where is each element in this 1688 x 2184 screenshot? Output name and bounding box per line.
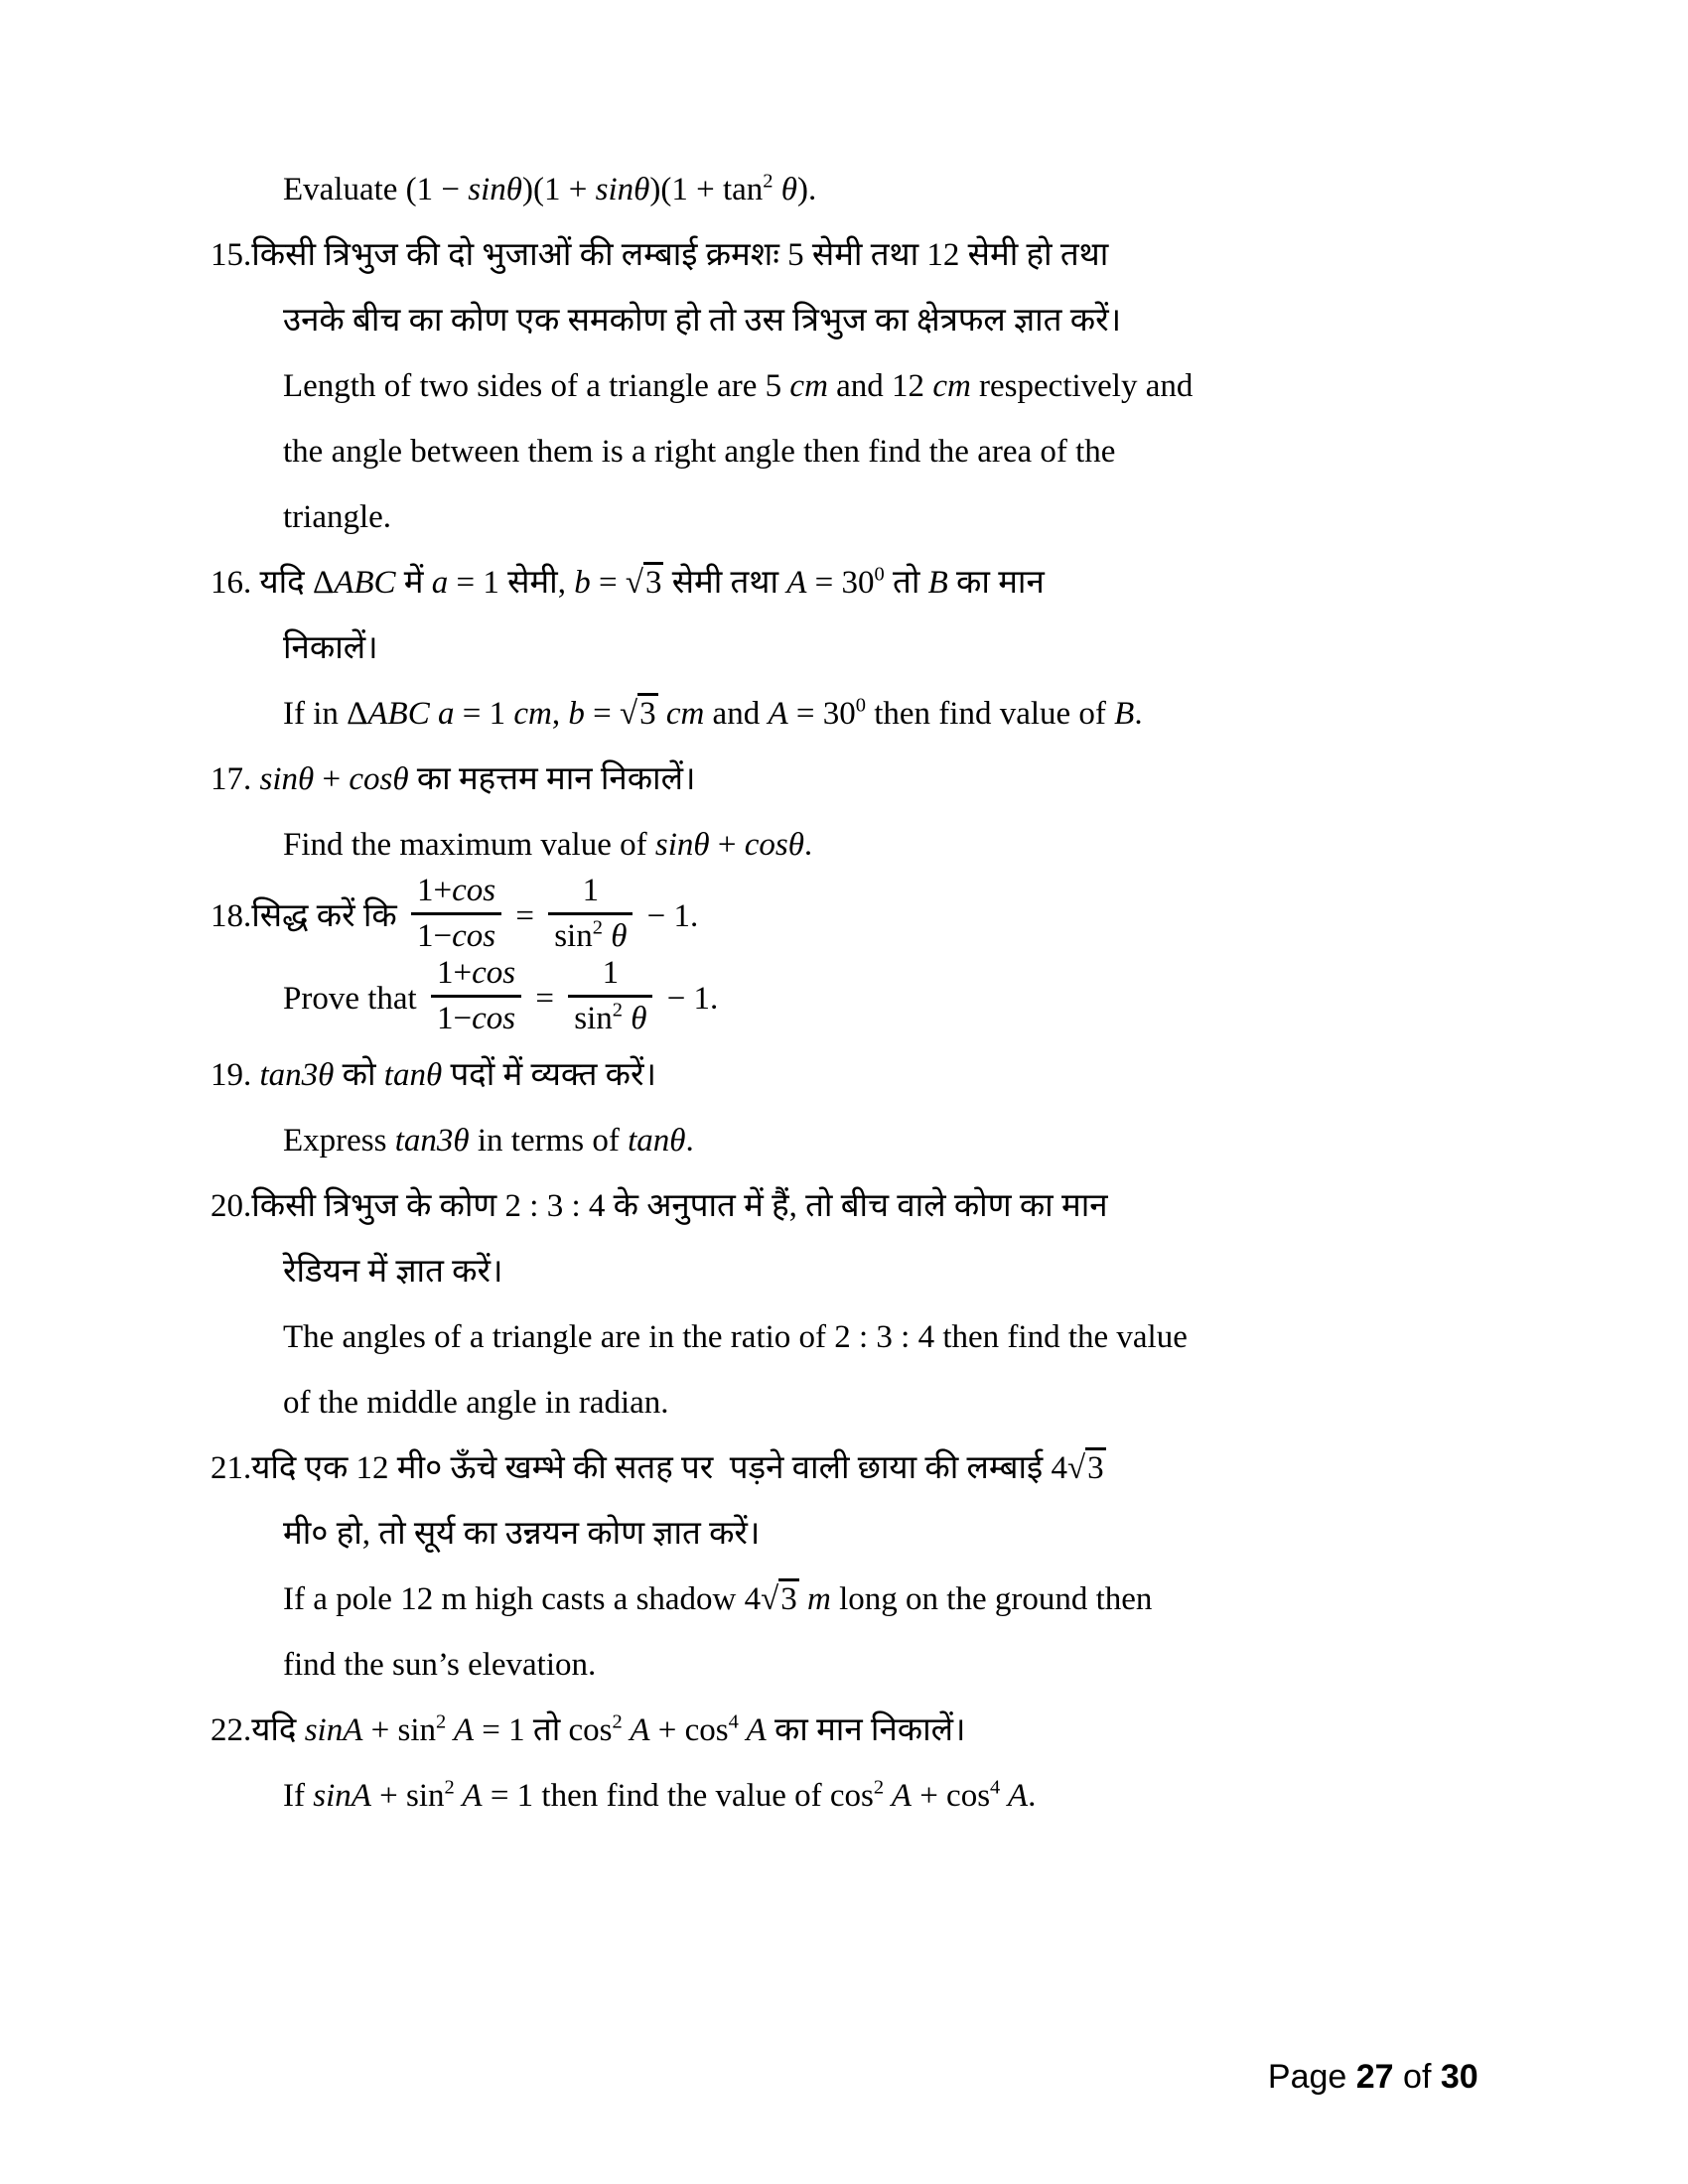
text-run: respectively and <box>970 368 1194 404</box>
text-run: 1 <box>602 954 620 991</box>
radicand: 3 <box>637 693 658 732</box>
fraction <box>568 955 652 1037</box>
radical-sign: √ <box>619 696 638 732</box>
text-run: = <box>584 696 620 732</box>
doc-line <box>211 419 1481 484</box>
text-run: का महत्तम मान निकालें। <box>408 761 696 797</box>
text-run: मी० हो, तो सूर्य का उन्नयन कोण ज्ञात करें। <box>283 1515 761 1552</box>
radicand: 3 <box>1085 1447 1106 1486</box>
doc-line <box>211 1698 1481 1763</box>
sqrt-expression <box>761 1578 799 1617</box>
text-run: and 12 <box>827 368 933 404</box>
text-run: sin <box>574 1000 613 1036</box>
math-italic-run: B <box>1114 696 1135 732</box>
text-run: )(1 + tan <box>649 172 764 207</box>
math-italic-run: A <box>454 1777 483 1814</box>
footer-prefix: Page <box>1267 2058 1356 2096</box>
text-run: = <box>507 898 543 935</box>
text-run: Length of two sides of a triangle are 5 <box>283 368 790 404</box>
math-italic-run: A <box>622 1711 650 1748</box>
math-italic-run: m <box>807 1580 831 1617</box>
text-run: रेडियन में ज्ञात करें। <box>283 1253 503 1290</box>
doc-line <box>211 1370 1481 1435</box>
doc-line <box>211 1239 1481 1304</box>
math-italic-run: tanθ <box>383 1056 443 1093</box>
fraction-numerator <box>568 955 652 998</box>
doc-line <box>211 747 1481 812</box>
superscript: 4 <box>728 1710 739 1733</box>
text-run: − 1. <box>658 980 719 1017</box>
math-italic-run: A <box>1000 1777 1029 1814</box>
math-italic-run: cosθ <box>744 827 804 863</box>
text-run: If <box>283 1777 314 1814</box>
text-run: पदों में व्यक्त करें। <box>442 1056 657 1093</box>
math-italic-run: θ <box>602 917 628 954</box>
doc-line <box>211 1108 1481 1173</box>
text-run: 19. <box>211 1056 260 1093</box>
fraction-denominator <box>431 998 521 1037</box>
text-run: the angle between them is a right angle then find the area of the <box>283 434 1116 470</box>
text-run: का मान <box>947 565 1045 601</box>
text-run: . <box>685 1122 694 1159</box>
text-run: निकालें। <box>283 630 378 666</box>
math-italic-run: sinθ <box>595 172 650 207</box>
math-italic-run: tan3θ <box>259 1056 335 1093</box>
text-run: उनके बीच का कोण एक समकोण हो तो उस त्रिभुज का क्षेत्रफल ज्ञात करें। <box>283 303 1122 339</box>
text-run: and <box>704 696 769 732</box>
superscript: 2 <box>612 999 623 1022</box>
superscript: 2 <box>592 916 603 939</box>
math-italic-run: A <box>446 1711 475 1748</box>
text-run: 22.यदि <box>211 1711 305 1748</box>
math-italic-run: ABC a <box>367 696 455 732</box>
text-run: Prove that <box>283 980 425 1017</box>
text-run: Express <box>283 1122 395 1159</box>
sqrt-expression <box>620 693 658 732</box>
text-run: , <box>551 696 569 732</box>
text-run: सेमी तथा <box>663 565 787 601</box>
text-run: If in Δ <box>283 696 368 732</box>
text-run: 20.किसी त्रिभुज के कोण 2 : 3 : 4 के अनुपात में हैं, तो बीच वाले कोण का मान <box>211 1187 1108 1224</box>
page-number-footer <box>1249 2019 1478 2097</box>
superscript: 2 <box>436 1710 447 1733</box>
doc-line <box>211 1042 1481 1108</box>
math-italic-run: sinA <box>313 1777 371 1814</box>
doc-line <box>211 954 1481 1042</box>
text-run: . <box>1134 696 1143 732</box>
text-run: 1 <box>582 873 600 908</box>
radical-sign: √ <box>1066 1449 1086 1486</box>
math-italic-run: sinθ <box>468 172 523 207</box>
text-run: = 1 then find the value of cos <box>482 1777 874 1814</box>
doc-line <box>211 1632 1481 1698</box>
superscript: 2 <box>873 1776 885 1799</box>
text-run: = 30 <box>787 696 856 732</box>
text-run: 18.सिद्ध करें कि <box>211 898 405 935</box>
math-italic-run: cos <box>472 1000 516 1036</box>
math-italic-run: A <box>884 1777 912 1814</box>
text-run: of the middle angle in radian. <box>283 1384 669 1421</box>
math-italic-run: A <box>786 565 807 601</box>
text-run: triangle. <box>283 499 392 535</box>
text-run: + cos <box>649 1711 729 1748</box>
text-run <box>658 696 666 732</box>
fraction <box>431 955 521 1037</box>
superscript: 2 <box>444 1776 455 1799</box>
radical-sign: √ <box>625 565 643 601</box>
doc-line <box>211 353 1481 419</box>
text-run: sin <box>554 917 593 954</box>
text-run: = 1 <box>454 696 514 732</box>
text-run: 1− <box>416 917 453 954</box>
text-run: find the sun’s elevation. <box>283 1646 597 1683</box>
doc-line <box>211 484 1481 550</box>
math-italic-run: b <box>574 565 591 601</box>
text-run: 1+ <box>436 954 473 991</box>
doc-line <box>211 1501 1481 1567</box>
doc-line <box>211 222 1481 288</box>
sqrt-expression <box>626 562 664 601</box>
footer-middle: of <box>1393 2058 1441 2096</box>
superscript: 0 <box>874 563 885 586</box>
fraction-numerator <box>431 955 521 998</box>
text-run: + sin <box>370 1777 445 1814</box>
doc-line <box>211 873 1481 960</box>
fraction-numerator <box>411 873 501 915</box>
text-run: 21.यदि एक 12 मी० ऊँचे खम्भे की सतह पर पड़ने वाली छाया की लम्बाई 4 <box>211 1449 1067 1486</box>
text-run: = <box>590 565 626 601</box>
math-italic-run: cosθ <box>349 761 409 797</box>
math-italic-run: tanθ <box>628 1122 686 1159</box>
doc-line <box>211 1304 1481 1370</box>
text-run: 15.किसी त्रिभुज की दो भुजाओं की लम्बाई क्रमशः 5 सेमी तथा 12 सेमी हो तथा <box>211 237 1109 273</box>
text-run: then find value of <box>865 696 1115 732</box>
math-italic-run: θ <box>622 1000 647 1036</box>
sqrt-expression <box>1067 1447 1106 1486</box>
math-italic-run: cos <box>452 873 496 908</box>
doc-line <box>211 615 1481 681</box>
doc-line <box>211 157 1481 222</box>
text-run: in terms of <box>469 1122 629 1159</box>
text-run: If a pole 12 m high casts a shadow 4 <box>283 1580 762 1617</box>
text-run: . <box>1028 1777 1037 1814</box>
math-italic-run: a <box>431 565 449 601</box>
math-italic-run: A <box>768 696 788 732</box>
math-italic-run: ABC <box>334 565 396 601</box>
footer-total-pages: 30 <box>1440 2058 1478 2096</box>
text-run: + <box>314 761 350 797</box>
math-italic-run: B <box>927 565 948 601</box>
fraction-numerator <box>548 873 633 915</box>
math-italic-run: cm <box>513 696 552 732</box>
text-run: + cos <box>911 1777 991 1814</box>
text-run: − 1. <box>638 898 699 935</box>
text-run: )(1 + <box>522 172 596 207</box>
text-run: = <box>527 980 563 1017</box>
fraction-denominator <box>568 998 652 1037</box>
text-run: . <box>803 827 813 863</box>
radicand: 3 <box>643 562 664 601</box>
doc-line <box>211 1763 1481 1829</box>
text-run: को <box>334 1056 384 1093</box>
doc-line <box>211 550 1481 615</box>
superscript: 4 <box>990 1776 1001 1799</box>
fraction <box>548 873 633 955</box>
math-italic-run: θ <box>773 172 797 207</box>
math-italic-run: A <box>738 1711 767 1748</box>
math-italic-run: sinθ <box>654 827 710 863</box>
math-italic-run: cm <box>665 696 705 732</box>
math-italic-run: cos <box>452 917 496 954</box>
fraction-denominator <box>411 915 501 955</box>
text-run: + sin <box>362 1711 437 1748</box>
fraction-denominator <box>548 915 633 955</box>
text-run <box>799 1581 807 1617</box>
text-run: में <box>395 565 432 601</box>
text-run: 1− <box>436 1000 473 1036</box>
question-list <box>211 157 1481 1829</box>
radical-sign: √ <box>761 1580 779 1617</box>
text-run: का मान निकालें। <box>766 1711 966 1748</box>
text-run: ). <box>796 172 817 207</box>
math-italic-run: tan3θ <box>394 1122 470 1159</box>
text-run: Evaluate (1 − <box>283 172 469 207</box>
text-run: + <box>709 827 745 863</box>
doc-line <box>211 1567 1481 1632</box>
doc-line <box>211 1173 1481 1239</box>
superscript: 0 <box>855 694 866 717</box>
text-run: 16. यदि Δ <box>211 565 335 601</box>
text-run: तो <box>884 565 928 601</box>
fraction <box>411 873 501 955</box>
text-run: = 30 <box>806 565 875 601</box>
text-run: Find the maximum value of <box>283 827 655 863</box>
text-run: 17. <box>211 761 260 797</box>
math-italic-run: cos <box>472 954 516 991</box>
footer-current-page: 27 <box>1355 2058 1394 2096</box>
math-italic-run: sinθ <box>259 761 315 797</box>
doc-line <box>211 681 1481 747</box>
superscript: 2 <box>763 170 774 193</box>
text-run: = 1 तो cos <box>474 1711 613 1748</box>
doc-line <box>211 1435 1481 1501</box>
text-run: 1+ <box>416 873 453 908</box>
math-italic-run: cm <box>789 368 828 404</box>
doc-line <box>211 288 1481 353</box>
text-run: = 1 सेमी, <box>448 565 575 601</box>
math-italic-run: b <box>568 696 585 732</box>
superscript: 2 <box>612 1710 623 1733</box>
math-italic-run: sinA <box>304 1711 363 1748</box>
text-run: The angles of a triangle are in the ratio of 2 : 3 : 4 then find the value <box>283 1318 1188 1355</box>
text-run: long on the ground then <box>830 1580 1153 1617</box>
doc-line <box>211 812 1481 878</box>
math-italic-run: cm <box>932 368 971 404</box>
radicand: 3 <box>778 1578 799 1617</box>
